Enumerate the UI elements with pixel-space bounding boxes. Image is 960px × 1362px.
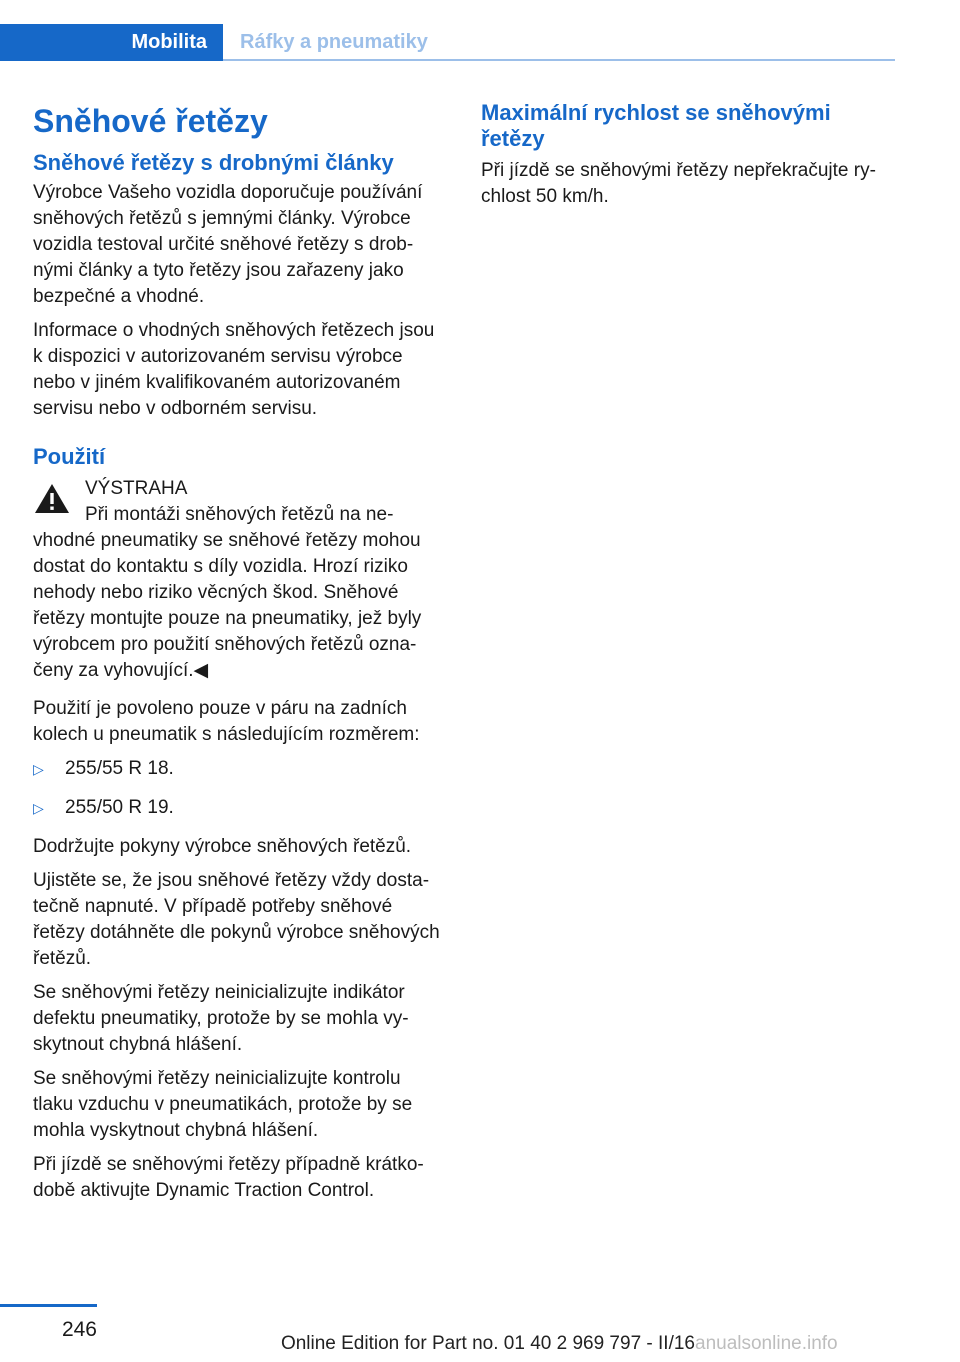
page-header (0, 0, 960, 64)
info-paragraph: Informace o vhodných sněhových řetězech jsou k dispozici v autorizovaném servisu výrobce nebo v jiném kvalifikovaném autorizovaném servisu nebo v odborném servisu. (33, 320, 435, 419)
tire-size: 255/50 R 19. (65, 797, 174, 818)
chapter-tab-label: Mobilita (131, 31, 207, 53)
pressure-monitor-paragraph: Se sněhovými řetězy neinicializujte kontrolu tlaku vzduchu v pneumatikách, protože by se mohla vyskytnout chybná hlášení. (33, 1068, 413, 1141)
warning-text-content: Při montáži sněhových řetězů na nevhodné pneumatiky se sněhové řetězy mohou dostat do kontaktu s díly vozidla. Hrozí riziko nehody nebo riziko věcných škod. Sněhové řetězy montujte pouze na pneumatiky, jež byly výrobcem pro použití sněhových řetězů označeny za vyhovující.◀ (33, 504, 422, 681)
right-column (481, 100, 893, 218)
footer-divider (0, 1304, 97, 1307)
chapter-tab-mobilita (0, 24, 223, 61)
intro-paragraph: Výrobce Vašeho vozidla doporučuje používání sněhových řetězů s jemnými články. Výrobce vozidla testoval určité sněhové řetězy s drobnými články a tyto řetězy jsou zařazeny jako bezpečné a vhodné. (33, 182, 423, 307)
section-tab-rims-tires (240, 24, 428, 61)
tire-size: 255/55 R 18. (65, 758, 174, 779)
flat-tire-indicator-paragraph: Se sněhovými řetězy neinicializujte indikátor defektu pneumatiky, protože by se mohla vyskytnout chybná hlášení. (33, 982, 409, 1055)
manufacturer-instructions: Dodržujte pokyny výrobce sněhových řetězů. (33, 836, 412, 857)
dtc-paragraph: Při jízdě se sněhovými řetězy případně krátkodobě aktivujte Dynamic Traction Control. (33, 1154, 424, 1201)
header-divider (223, 59, 895, 61)
max-speed-text: Při jízdě se sněhovými řetězy nepřekračujte rychlost 50 km/h. (481, 160, 876, 207)
max-speed-heading: Maximální rychlost se sněhovými řetězy (481, 100, 831, 151)
warning-text (33, 502, 445, 684)
usage-paragraph: Použití je povoleno pouze v páru na zadních kolech u pneumatik s následujícím rozměrem: (33, 698, 420, 745)
tension-paragraph: Ujistěte se, že jsou sněhové řetězy vždy dostatečně napnuté. V případě potřeby sněhové řetězy dotáhněte dle pokynů výrobce sněhových řetězů. (33, 870, 440, 969)
section-tab-label: Ráfky a pneumatiky (240, 31, 428, 53)
warning-title: VÝSTRAHA (85, 478, 188, 499)
subsection-heading: Sněhové řetězy s drobnými články (33, 150, 394, 175)
page-number: 246 (61, 1318, 97, 1341)
triangle-bullet-icon: ▷ (33, 800, 44, 816)
list-item (33, 756, 445, 782)
edition-info: Online Edition for Part no. 01 40 2 969 797 - II/16 (280, 1333, 695, 1354)
page-title: Sněhové řetězy (33, 103, 268, 139)
tire-size-list (33, 756, 445, 821)
warning-triangle-icon (33, 482, 71, 516)
triangle-bullet-icon: ▷ (33, 761, 44, 777)
list-item (33, 795, 445, 821)
warning-block (33, 476, 445, 684)
usage-heading: Použití (33, 444, 106, 469)
left-column (33, 100, 445, 1212)
watermark: anualsonline.info (695, 1333, 838, 1354)
